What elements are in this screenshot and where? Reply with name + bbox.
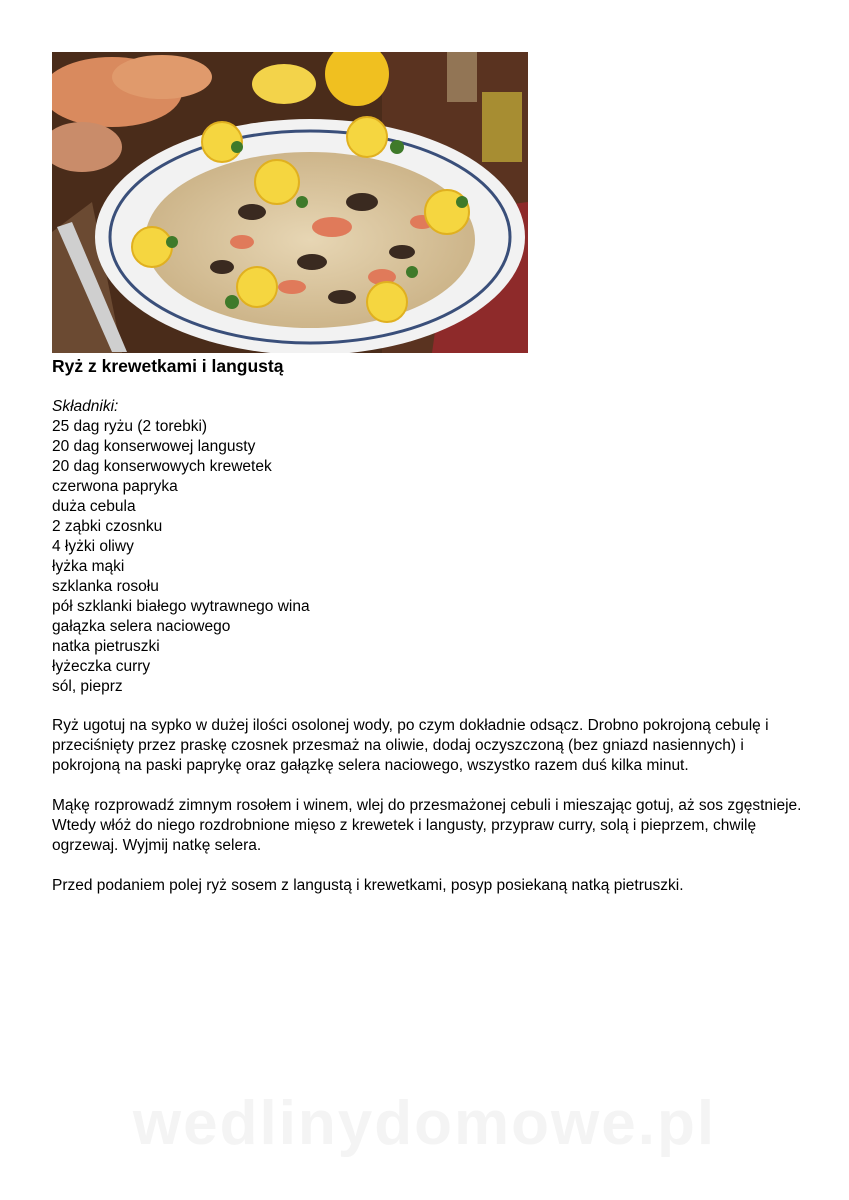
ingredient-item: czerwona papryka — [52, 478, 178, 495]
ingredient-item: gałązka selera naciowego — [52, 618, 231, 635]
ingredient-item: 20 dag konserwowych krewetek — [52, 458, 272, 475]
ingredient-item: duża cebula — [52, 498, 136, 515]
ingredient-item: 25 dag ryżu (2 torebki) — [52, 418, 208, 435]
ingredients-label: Składniki: — [52, 398, 119, 415]
recipe-title: Ryż z krewetkami i langustą — [52, 356, 284, 376]
instruction-paragraph: Mąkę rozprowadź zimnym rosołem i winem, wlej do przesmażonej cebuli i mieszając gotuj, aż sos zgęstnieje. Wtedy włóż do niego rozdrobnione mięso z krewetek i langusty, przypraw curry, solą i pieprzem, chwilę ogrzewaj. Wyjmij natkę selera. — [52, 797, 802, 854]
instructions-section — [52, 716, 812, 916]
ingredients-section — [52, 397, 310, 697]
ingredient-item: sól, pieprz — [52, 678, 123, 695]
ingredient-item: 2 ząbki czosnku — [52, 518, 163, 535]
ingredient-item: szklanka rosołu — [52, 578, 159, 595]
instruction-paragraph: Przed podaniem polej ryż sosem z langustą i krewetkami, posyp posiekaną natką pietruszki. — [52, 877, 684, 894]
ingredient-item: pół szklanki białego wytrawnego wina — [52, 598, 310, 615]
instruction-paragraph: Ryż ugotuj na sypko w dużej ilości osolonej wody, po czym dokładnie odsącz. Drobno pokrojoną cebulę i przeciśnięty przez praskę czosnek przesmaż na oliwie, dodaj oczyszczoną (bez gniazd nasiennych) i pokrojoną na paski paprykę oraz gałązkę selera naciowego, wszystko razem duś kilka minut. — [52, 717, 769, 774]
ingredient-item: 20 dag konserwowej langusty — [52, 438, 256, 455]
recipe-photo — [52, 52, 528, 353]
ingredient-item: łyżeczka curry — [52, 658, 151, 675]
watermark: wedlinydomowe.pl — [132, 1089, 717, 1158]
ingredients-list — [52, 417, 310, 697]
ingredient-item: 4 łyżki oliwy — [52, 538, 134, 555]
ingredient-item: natka pietruszki — [52, 638, 160, 655]
ingredient-item: łyżka mąki — [52, 558, 125, 575]
